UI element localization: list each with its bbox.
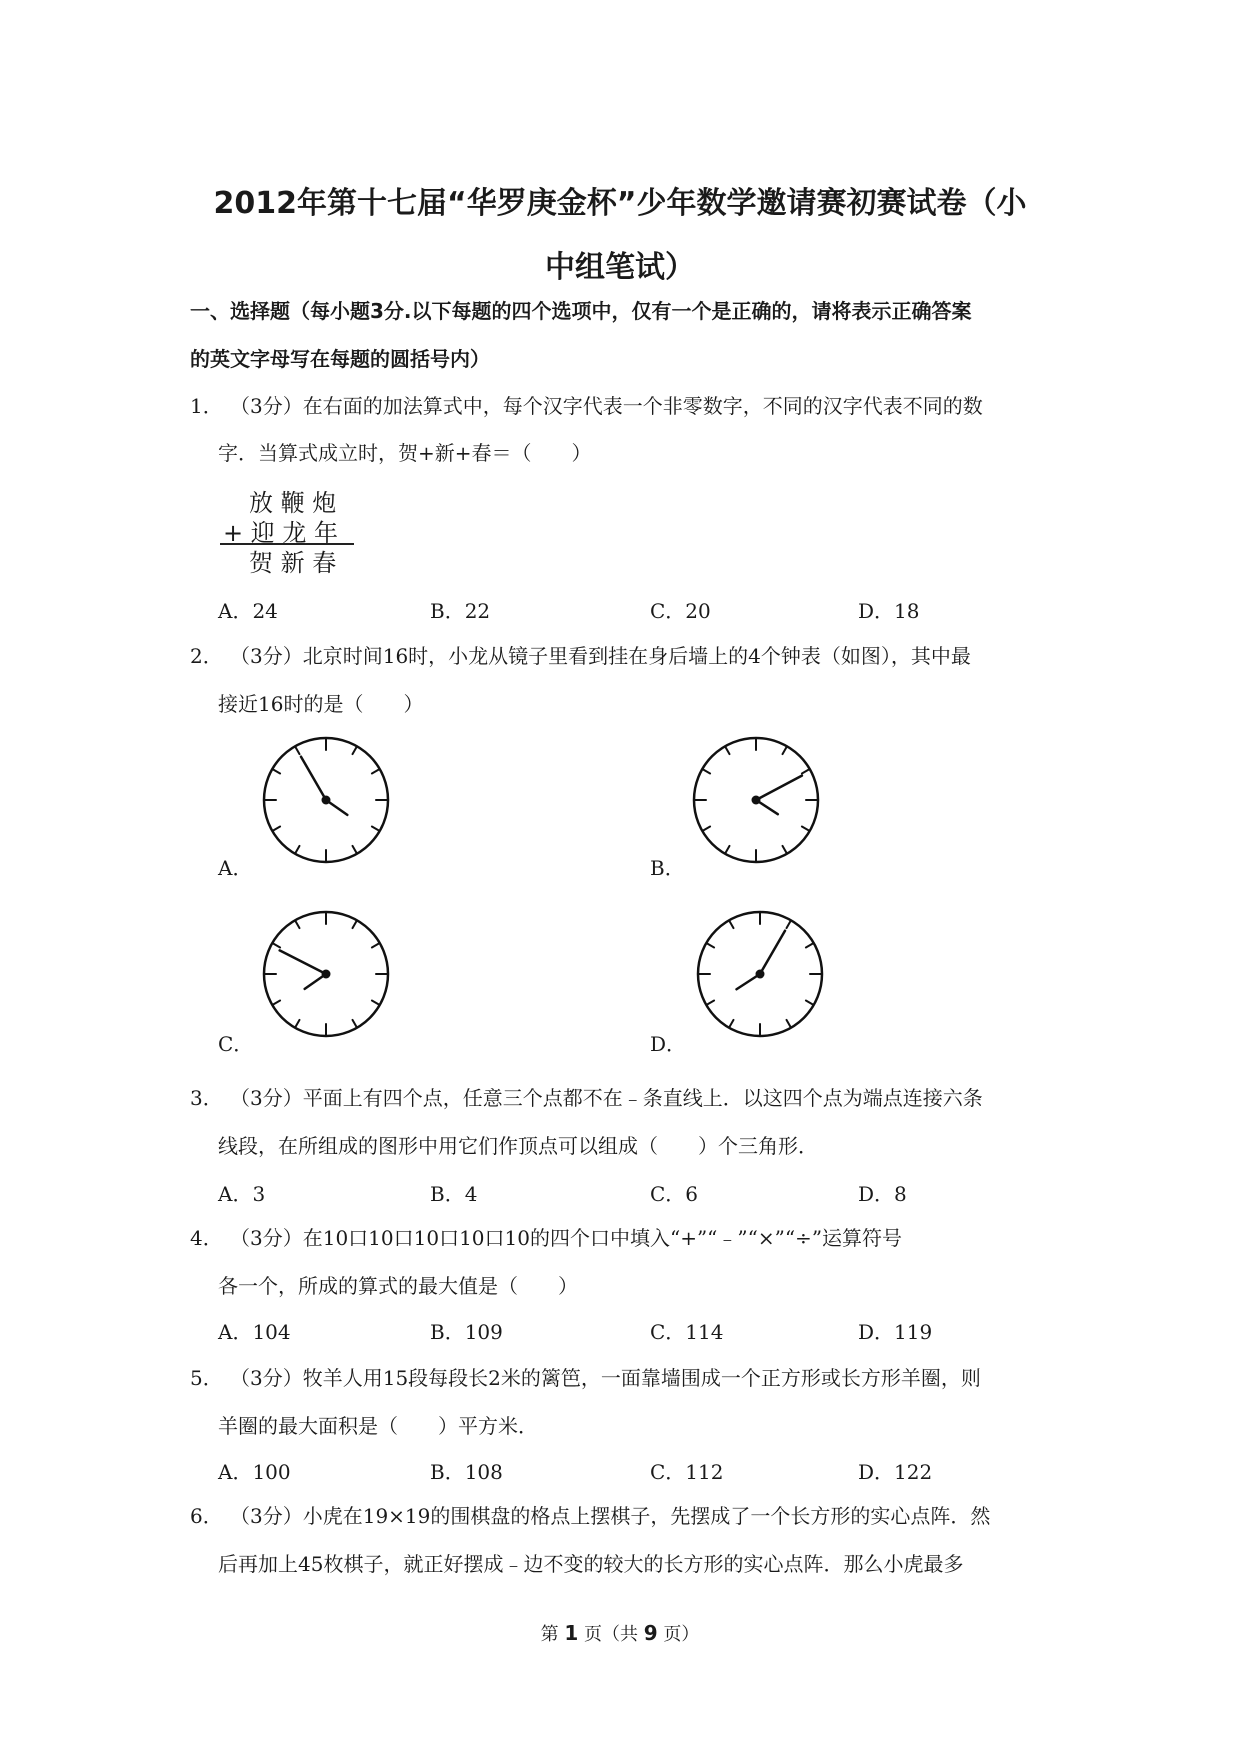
clock-b-image — [689, 733, 823, 867]
clock-tick — [706, 943, 714, 948]
page-footer — [0, 1620, 1240, 1646]
question-text: （3分）牧羊人用15段每段长2米的篱笆，一面靠墙围成一个正方形或长方形羊圈，则 — [230, 1366, 981, 1390]
question-text: （3分）北京时间16时，小龙从镜子里看到挂在身后墙上的4个钟表（如图），其中最 — [230, 644, 971, 668]
clock-tick — [295, 746, 300, 754]
clock-tick — [372, 943, 380, 948]
option-a: A．3 — [218, 1182, 266, 1206]
section-heading-line1: 一、选择题（每小题3分.以下每题的四个选项中，仅有一个是正确的，请将表示正确答案 — [190, 299, 972, 323]
question-text: （3分）在10口10口10口10口10的四个口中填入“+”“﹣”“×”“÷”运算符号 — [230, 1226, 903, 1250]
clock-tick — [372, 769, 380, 774]
option-b: B．4 — [430, 1182, 478, 1206]
question-text: 接近16时的是（ ） — [218, 692, 424, 716]
clock-d-image — [693, 907, 827, 1041]
clock-tick — [802, 769, 810, 774]
clock-tick — [802, 827, 810, 832]
clock-tick — [295, 846, 300, 854]
option-d: D．119 — [858, 1320, 933, 1344]
clock-tick — [729, 920, 734, 928]
clock-tick — [353, 920, 358, 928]
clock-center-dot — [322, 970, 331, 979]
option-b: B．109 — [430, 1320, 503, 1344]
clock-tick — [372, 827, 380, 832]
clock-center-dot — [322, 796, 331, 805]
clock-tick — [725, 846, 730, 854]
puzzle-row: 放 鞭 炮 — [249, 489, 337, 517]
clock-center-dot — [756, 970, 765, 979]
clock-tick — [702, 827, 710, 832]
question-text: 后再加上45枚棋子，就正好摆成﹣边不变的较大的长方形的实心点阵．那么小虎最多 — [218, 1552, 964, 1576]
question-text: 羊圈的最大面积是（ ）平方米． — [218, 1414, 538, 1438]
question-text: （3分）在右面的加法算式中，每个汉字代表一个非零数字，不同的汉字代表不同的数 — [230, 394, 983, 418]
footer-middle: 页（共 — [584, 1624, 638, 1645]
clock-minute-hand — [301, 757, 326, 800]
section-heading-line2: 的英文字母写在每题的圆括号内） — [190, 347, 490, 371]
question-number: 1． — [190, 394, 223, 418]
question-number: 2． — [190, 644, 223, 668]
page-title-line1: 2012年第十七届“华罗庚金杯”少年数学邀请赛初赛试卷（小 — [213, 186, 1027, 221]
option-d: D．18 — [858, 599, 920, 623]
clock-tick — [295, 1020, 300, 1028]
clock-c-image — [259, 907, 393, 1041]
clock-tick — [787, 1020, 792, 1028]
question-text: 各一个，所成的算式的最大值是（ ） — [218, 1274, 578, 1298]
option-c: C．112 — [650, 1460, 724, 1484]
clock-tick — [372, 1001, 380, 1006]
clock-minute-hand — [280, 950, 326, 974]
option-c: C．114 — [650, 1320, 724, 1344]
clock-tick — [272, 769, 280, 774]
option-a: A．100 — [218, 1460, 291, 1484]
clock-tick — [806, 1001, 814, 1006]
clock-tick — [806, 943, 814, 948]
option-c: C．6 — [650, 1182, 699, 1206]
clock-tick — [353, 846, 358, 854]
question-number: 6． — [190, 1504, 223, 1528]
question-number: 5． — [190, 1366, 223, 1390]
clock-tick — [783, 846, 788, 854]
clock-tick — [783, 746, 788, 754]
footer-prefix: 第 — [540, 1624, 559, 1645]
clock-tick — [725, 746, 730, 754]
clock-tick — [353, 746, 358, 754]
footer-total-pages: 9 — [643, 1621, 658, 1645]
clock-tick — [272, 827, 280, 832]
footer-suffix: 页） — [663, 1624, 700, 1645]
clock-tick — [272, 943, 280, 948]
option-a: A．104 — [218, 1320, 291, 1344]
puzzle-row: + 迎 龙 年 — [223, 519, 338, 547]
footer-page-number: 1 — [564, 1621, 579, 1645]
option-b: B．108 — [430, 1460, 503, 1484]
clock-minute-hand — [760, 931, 785, 974]
option-b: B．22 — [430, 599, 491, 623]
clock-minute-hand — [756, 776, 802, 800]
option-d: D． — [650, 1032, 687, 1056]
option-c: C．20 — [650, 599, 711, 623]
option-a: A． — [218, 856, 253, 880]
question-text: 线段，在所组成的图形中用它们作顶点可以组成（ ）个三角形． — [218, 1134, 818, 1158]
question-number: 4． — [190, 1226, 223, 1250]
puzzle-row: 贺 新 春 — [249, 549, 337, 577]
clock-a-image — [259, 733, 393, 867]
clock-center-dot — [752, 796, 761, 805]
clock-tick — [702, 769, 710, 774]
option-d: D．122 — [858, 1460, 933, 1484]
question-number: 3． — [190, 1086, 223, 1110]
question-text: 字．当算式成立时，贺+新+春＝（ ） — [218, 441, 592, 465]
question-text: （3分）小虎在19×19的围棋盘的格点上摆棋子，先摆成了一个长方形的实心点阵．然 — [230, 1504, 991, 1528]
clock-tick — [295, 920, 300, 928]
option-a: A．24 — [218, 599, 278, 623]
clock-tick — [272, 1001, 280, 1006]
clock-tick — [787, 920, 792, 928]
question-text: （3分）平面上有四个点，任意三个点都不在﹣条直线上．以这四个点为端点连接六条 — [230, 1086, 983, 1110]
option-c: C． — [218, 1032, 254, 1056]
page-title-line2: 中组笔试） — [545, 250, 695, 285]
option-d: D．8 — [858, 1182, 907, 1206]
clock-tick — [729, 1020, 734, 1028]
clock-tick — [706, 1001, 714, 1006]
option-b: B． — [650, 856, 685, 880]
clock-tick — [353, 1020, 358, 1028]
